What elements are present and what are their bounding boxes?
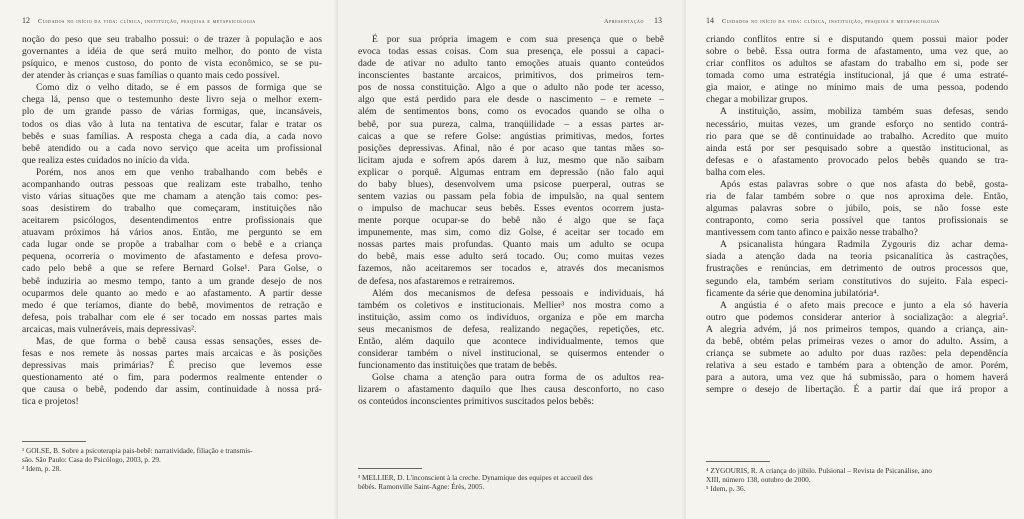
- footnote-line: são. São Paulo: Casa do Psicólogo, 2003, p. 29.: [22, 455, 161, 465]
- text-line: relativa a seu estado e também para a obtenção de amor. Porém,: [706, 360, 1008, 372]
- footnote-line: ⁴ ZYGOURIS, R. A criança do júbilo. Pulsional – Revista de Psicanálise, ano: [706, 466, 932, 475]
- text-line: acompanhando outras pessoas que realizam este trabalho, tenho: [22, 178, 322, 190]
- middle-page: [338, 0, 686, 519]
- middle-running-head: [604, 16, 662, 25]
- text-line: algumas palavras sobre o júbilo, pois, se não fosse este: [706, 203, 1008, 215]
- text-line: tica e projetos!: [22, 396, 79, 408]
- text-line: É por sua própria imagem e com sua presença que o bebê: [372, 34, 664, 45]
- text-line: A angústia é o afeto mais precoce e junto a ela só haveria: [720, 299, 1008, 311]
- text-line: mantivessem com tanto afinco e paixão nesse trabalho?: [706, 227, 918, 239]
- text-line: segundo ela, também seriam constitutivos do sujeito. Fala especi-: [706, 275, 1008, 287]
- text-line: fazemos, não aceitaremos ser tocados e, através dos mecanismos: [358, 263, 664, 275]
- footnote-line: ² Idem, p. 28.: [22, 464, 62, 474]
- left-running-head: [22, 16, 256, 25]
- text-line: necessário, muitas vezes, um grande esforço no sentido contrá-: [706, 118, 1008, 130]
- text-line: fesas e nos remete às nossas partes mais arcaicas e às posições: [22, 348, 322, 360]
- left-footnote-rule: [22, 441, 86, 442]
- text-line: sempre o desejo de libertação. É a partir daí que irá propor a: [706, 384, 1008, 396]
- text-line: funcionamento das instituições que tratam de bebês.: [358, 360, 558, 372]
- text-line: algo que está perdido para ele desde o nascimento – e remete –: [358, 94, 664, 106]
- text-line: siada a atenção dada na teoria psicanalítica às castrações,: [706, 251, 1008, 263]
- right-page: [686, 0, 1024, 519]
- text-line: os conteúdos inconscientes primitivos suscitados pelos bebês:: [358, 396, 594, 408]
- text-line: chegar a mobilizar grupos.: [706, 94, 808, 106]
- text-line: pos de nossa constituição. Algo a que o adulto não pode ter acesso,: [358, 82, 664, 94]
- text-line: frustrações e renúncias, em detrimento de outros processos que,: [706, 263, 1008, 275]
- text-line: tomada como uma estratégia institucional, já que é uma estraté-: [706, 70, 1008, 82]
- left-page-number: 12: [22, 16, 30, 25]
- text-line: Além dos mecanismos de defesa pessoais e individuais, há: [372, 287, 664, 299]
- left-body-text: [22, 34, 322, 408]
- text-line: outro que podemos considerar anterior à socialização: a alegria⁵.: [706, 311, 1008, 323]
- text-line: que causa o bebê, podendo dar assim, continuidade à nossa prá-: [22, 384, 322, 396]
- text-line: bebê, por sua pureza, calma, tranqüilidade – a essas partes ar-: [358, 118, 664, 130]
- text-line: caicas a que se refere Golse: angústias primitivas, medos, fortes: [358, 130, 664, 142]
- text-line: sentem vazias ou passam pela fobia de impulsão, na qual sentem: [358, 191, 664, 203]
- middle-footnote-rule: [358, 468, 422, 469]
- text-line: explicar o porquê. Algumas entram em depressão (não falo aqui: [358, 166, 664, 178]
- text-line: Como diz o velho ditado, se é em passos de formiga que se: [36, 82, 322, 94]
- right-page-number: 14: [706, 16, 714, 25]
- text-line: soas desistirem do trabalho que começaram, instituições não: [22, 203, 322, 215]
- text-line: psíquico, e menos custoso, do ponto de vista econômico, se se pu-: [22, 58, 322, 70]
- right-footnotes: [706, 466, 1008, 493]
- text-line: do bebê, mais esse adulto será tocado. Ou; como muitas vezes: [358, 251, 664, 263]
- text-line: lizarem o afastamento daquilo que lhes causa desconforto, no caso: [358, 384, 664, 396]
- text-line: cado pelo bebê a que se refere Bernard Golse¹. Para Golse, o: [22, 263, 322, 275]
- text-line: noção do peso que seu trabalho possui: o de trazer à população e aos: [22, 34, 322, 45]
- text-line: A alegria advém, já nos primeiros tempos, quando a criança, ain-: [706, 323, 1008, 335]
- right-footnote-rule: [706, 461, 770, 462]
- footnote-line: ¹ GOLSE, B. Sobre a psicoterapia pais-bebê: narratividade, filiação e transmis-: [22, 446, 253, 455]
- text-line: chega lá, penso que o testemunho deste livro seja o melhor exem-: [22, 94, 322, 106]
- footnote-line: XIII, número 138, outubro de 2000.: [706, 475, 811, 485]
- text-line: dade de ativar no adulto tanto emoções atuais quanto conteúdos: [358, 58, 664, 70]
- text-line: governantes a idéia de que será muito melhor, do ponto de vista: [22, 46, 322, 58]
- text-line: defesa, pois trabalhar com ele é ser tocado em nossas partes mais: [22, 311, 322, 323]
- text-line: arcaicas, mais vulneráveis, mais depressivas².: [22, 323, 197, 335]
- text-line: balha com eles.: [706, 166, 766, 178]
- text-line: A instituição, assim, mobiliza também suas defesas, sendo: [720, 106, 1008, 118]
- text-line: defesas e o afastamento provocado pelos bebês quando se tra-: [706, 154, 1008, 166]
- text-line: criando conflitos entre si e disputando quem possui maior poder: [706, 34, 1008, 45]
- text-line: Após estas palavras sobre o que nos afasta do bebê, gosta-: [720, 178, 1008, 190]
- middle-body-text: [358, 34, 664, 408]
- text-line: criança se submete ao adulto por duas razões: pela dependência: [706, 348, 1008, 360]
- text-line: para a autora, uma vez que há submissão, para o homem haverá: [706, 372, 1008, 384]
- text-line: der atender às crianças e suas famílias o quanto mais cedo possível.: [22, 70, 280, 82]
- text-line: o impulso de machucar seus bebês. Esses eventos ocorrem justa-: [358, 203, 664, 215]
- text-line: criar conflitos os adultos se afastam do trabalho em si, pode ser: [706, 58, 1008, 70]
- text-line: do baby blues), desenvolvem uma psicose puerperal, outras se: [358, 178, 664, 190]
- text-line: A psicanalista húngara Radmila Zygouris diz achar dema-: [720, 239, 1008, 251]
- text-line: bebês e suas famílias. A resposta chega a cada dia, a cada novo: [22, 130, 322, 142]
- text-line: Então, além daquilo que acontece individualmente, temos que: [358, 335, 664, 347]
- text-line: Porém, nos anos em que venho trabalhando com bebês e: [36, 166, 322, 178]
- text-line: ainda está por ser pesquisado sobre a questão institucional, as: [706, 142, 1008, 154]
- text-line: rio para que se dê continuidade ao trabalho. Acredito que muito: [706, 130, 1008, 142]
- text-line: ria de falar também sobre o que nos aproxima dele. Então,: [706, 191, 1008, 203]
- text-line: também os coletivos e institucionais. Mellier³ nos mostra como a: [358, 299, 664, 311]
- right-body-text: [706, 34, 1008, 396]
- right-running-head-title: Cuidados no início da vida: clínica, instituição, pesquisa e metapsicologia: [722, 18, 940, 25]
- text-line: ficamente da série que denomina jubilatória⁴.: [706, 287, 879, 299]
- text-line: pequena, ocorreria o movimento de afastamento e defesa provo-: [22, 251, 322, 263]
- text-line: bebê induziria ao mesmo tempo, tanto a um grande desejo de nos: [22, 275, 322, 287]
- text-line: atuavam próximos há vários anos. Então, me pergunto se em: [22, 227, 322, 239]
- middle-page-number: 13: [654, 16, 662, 25]
- text-line: gia maior, e atinge no mínimo mais de uma pessoa, podendo: [706, 82, 1008, 94]
- text-line: seus mecanismos de defesa, realizando negações, repetições, etc.: [358, 323, 664, 335]
- text-line: além de sentimentos bons, como os evocados quando se olha o: [358, 106, 664, 118]
- text-line: que realiza estes cuidados no início da vida.: [22, 154, 190, 166]
- text-line: medo é que teríamos, diante do bebê, movimentos de retração e: [22, 299, 322, 311]
- text-line: posições depressivas. Afinal, não é por acaso que tantas mães so-: [358, 142, 664, 154]
- text-line: visto várias situações que me chamam a atenção tais como: pes-: [22, 191, 322, 203]
- text-line: da bebê, obtém pelas primeiras vezes o amor do adulto. Assim, a: [706, 335, 1008, 347]
- left-page: [0, 0, 338, 519]
- text-line: depressivas mais primárias? É preciso que levemos esse: [22, 360, 322, 372]
- text-line: instituição, assim como os indivíduos, organiza e põe em marcha: [358, 311, 664, 323]
- footnote-line: bébés. Ramonville Saint-Agne: Érès, 2005.: [358, 482, 485, 492]
- text-line: todos os dias vão à luta na tentativa de escutar, falar e tratar os: [22, 118, 322, 130]
- left-running-head-title: Cuidados no início da vida: clínica, instituição, pesquisa e metapsicologia: [38, 18, 256, 25]
- text-line: bebê atendido ou a cada novo serviço que aceita um profissional: [22, 142, 322, 154]
- text-line: sobre o bebê. Essa outra forma de afastamento, uma vez que, ao: [706, 46, 1008, 58]
- text-line: mente porque ocupar-se do bebê não é algo que se faça: [358, 215, 664, 227]
- left-footnotes: [22, 446, 322, 473]
- text-line: cada lugar onde se propõe a trabalhar com o bebê e a criança: [22, 239, 322, 251]
- text-line: licitam ajuda e sofrem após darem à luz, mesmo que não saibam: [358, 154, 664, 166]
- text-line: considerar também o nível institucional, se quisermos entender o: [358, 348, 664, 360]
- middle-footnotes: [358, 473, 664, 491]
- middle-running-head-title: Apresentação: [603, 18, 644, 25]
- text-line: questionamento até o fim, para podermos realmente entender o: [22, 372, 322, 384]
- text-line: inconscientes bastante arcaicos, primitivos, dos primeiros tem-: [358, 70, 664, 82]
- text-line: Mas, de que forma o bebê causa essas sensações, esses de-: [36, 335, 322, 347]
- text-line: plo de um grande passo de várias formigas, que, incansáveis,: [22, 106, 322, 118]
- footnote-line: ⁵ Idem, p. 36.: [706, 484, 746, 494]
- text-line: de defesa, nos afastaremos e retrairemos.: [358, 275, 515, 287]
- text-line: evoca todas essas coisas. Com sua presença, ele possui a capaci-: [358, 46, 664, 58]
- text-line: impunemente, mas sim, como diz Golse, é aceitar ser tocado em: [358, 227, 664, 239]
- text-line: contraponto, como seria possível que tantos profissionais se: [706, 215, 1008, 227]
- text-line: Golse chama a atenção para outra forma de os adultos rea-: [372, 372, 664, 384]
- footnote-line: ³ MELLIER, D. L'inconscient à la creche. Dynamique des equipes et accueil des: [358, 473, 593, 482]
- right-running-head: [706, 16, 940, 25]
- text-line: nossas partes mais profundas. Quanto mais um adulto se ocupa: [358, 239, 664, 251]
- text-line: ocuparmos dele quanto ao medo e ao afastamento. A partir desse: [22, 287, 322, 299]
- text-line: aceitarem psicólogos, desentendimentos entre profissionais que: [22, 215, 322, 227]
